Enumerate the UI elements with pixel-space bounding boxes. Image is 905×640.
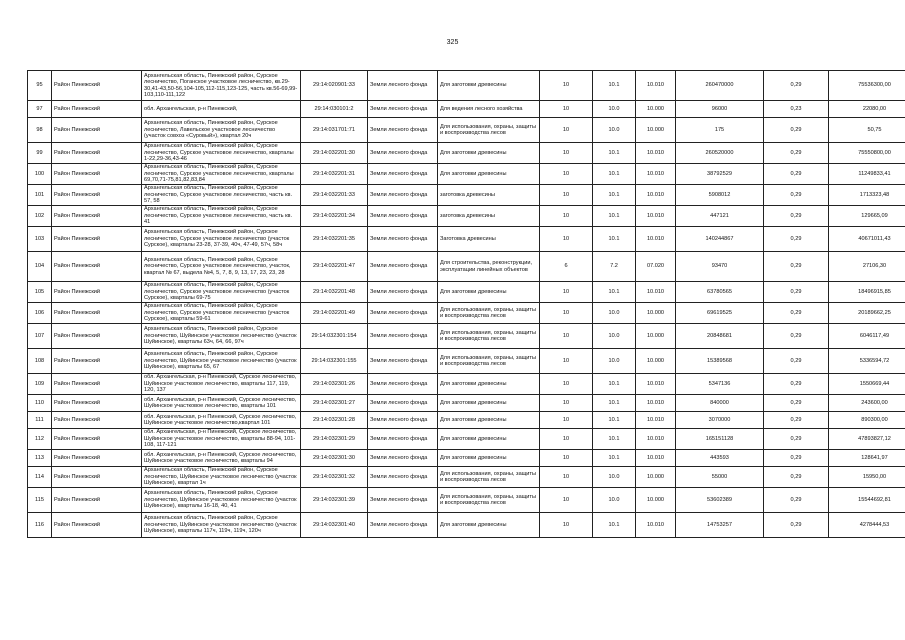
code2-cell: 10.1 [593,185,636,206]
rate-cell: 0,29 [764,185,829,206]
code3-cell: 10.010 [636,206,676,227]
cadastral-number-cell: 29:14:032201:49 [301,303,368,324]
cadastral-number-cell: 29:14:032201:35 [301,227,368,252]
permitted-use-cell: Для использования, охраны, защиты и воспроизводства лесов [438,324,540,349]
code2-cell: 10.0 [593,488,636,513]
cadastral-value-cell: 1713323,48 [829,185,905,206]
land-category-cell: Земли лесного фонда [368,488,438,513]
table-row [28,450,905,467]
district-cell: Район Пинежский [52,324,142,349]
code1-cell: 10 [540,467,593,488]
area-cell: 447121 [676,206,764,227]
code2-cell: 10.0 [593,467,636,488]
code1-cell: 10 [540,349,593,374]
district-cell: Район Пинежский [52,227,142,252]
area-cell: 5908012 [676,185,764,206]
code2-cell: 10.1 [593,374,636,395]
table-row [28,71,905,101]
address-cell: Архангельская область, Пинежский район, Сурское лесничество, Сурское участковое лесничество (участок Сурское), кварталы 69-75 [142,282,301,303]
cadastral-value-cell: 20189662,25 [829,303,905,324]
cadastral-value-cell: 47893827,12 [829,429,905,450]
address-cell: Архангельская область, Пинежский район, Сурское лесничество, Сурское участковое лесничество, кварталы 1-22,29-36,43-46 [142,143,301,164]
district-cell: Район Пинежский [52,412,142,429]
address-cell: обл. Архангельская, р-н Пинежский, [142,101,301,118]
code3-cell: 10.000 [636,488,676,513]
rate-cell: 0,29 [764,324,829,349]
cadastral-number-cell: 29:14:032301:155 [301,349,368,374]
land-category-cell: Земли лесного фонда [368,71,438,101]
land-category-cell: Земли лесного фонда [368,118,438,143]
code2-cell: 7.2 [593,252,636,282]
land-category-cell: Земли лесного фонда [368,374,438,395]
cadastral-value-cell: 18496915,85 [829,282,905,303]
land-category-cell: Земли лесного фонда [368,412,438,429]
permitted-use-cell: Для использования, охраны, защиты и воспроизводства лесов [438,118,540,143]
cadastral-number-cell: 29:14:032201:34 [301,206,368,227]
row-number: 102 [28,206,52,227]
cadastral-number-cell: 29:14:032301:40 [301,513,368,538]
area-cell: 14753257 [676,513,764,538]
code3-cell: 10.010 [636,164,676,185]
permitted-use-cell: Заготовка древесины [438,227,540,252]
area-cell: 63780565 [676,282,764,303]
cadastral-number-cell: 29:14:032301:29 [301,429,368,450]
code2-cell: 10.0 [593,303,636,324]
area-cell: 165151128 [676,429,764,450]
code1-cell: 10 [540,227,593,252]
cadastral-value-cell: 75536300,00 [829,71,905,101]
permitted-use-cell: Для заготовки древесины [438,143,540,164]
address-cell: Архангельская область, Пинежский район, Сурское лесничество, Шуйинское участковое лесничество (участок Шуйинское), кварталы 16-18, 40, 41 [142,488,301,513]
land-category-cell: Земли лесного фонда [368,206,438,227]
district-cell: Район Пинежский [52,164,142,185]
table-row [28,101,905,118]
area-cell: 5347136 [676,374,764,395]
cadastral-value-cell: 6046117,49 [829,324,905,349]
permitted-use-cell: Для заготовки древесины [438,164,540,185]
code3-cell: 10.010 [636,227,676,252]
row-number: 98 [28,118,52,143]
area-cell: 3070000 [676,412,764,429]
cadastral-value-cell: 1550669,44 [829,374,905,395]
code1-cell: 10 [540,513,593,538]
code1-cell: 6 [540,252,593,282]
cadastral-value-cell: 15950,00 [829,467,905,488]
area-cell: 260520000 [676,143,764,164]
address-cell: Архангельская область, Пинежский район, Сурское лесничество, Сурское участковое лесничество, часть кв. 57, 58 [142,185,301,206]
cadastral-number-cell: 29:14:020901:33 [301,71,368,101]
area-cell: 260470000 [676,71,764,101]
table-row [28,513,905,538]
address-cell: Архангельская область, Пинежский район, Сурское лесничество, Сурское участковое лесничество (участок Сурское), кварталы 59-61 [142,303,301,324]
code2-cell: 10.1 [593,395,636,412]
table-body [28,71,905,538]
district-cell: Район Пинежский [52,118,142,143]
permitted-use-cell: Для заготовки древесины [438,374,540,395]
address-cell: Архангельская область, Пинежский район, Сурское лесничество, Сурское участковое лесничество, кварталы 69,70,71-75,81,82,83,84 [142,164,301,185]
rate-cell: 0,29 [764,252,829,282]
code2-cell: 10.1 [593,227,636,252]
cadastral-value-cell: 4278444,53 [829,513,905,538]
table-row [28,467,905,488]
cadastral-value-cell: 15544692,81 [829,488,905,513]
code3-cell: 10.000 [636,467,676,488]
address-cell: Архангельская область, Пинежский район, Сурское лесничество, Сурское участковое лесничество, участок, квартал № 67, выдела №4, 5, 7, 8, 9, 13, 17, 23, 23, 28 [142,252,301,282]
area-cell: 15389568 [676,349,764,374]
cadastral-value-cell: 11249833,41 [829,164,905,185]
address-cell: обл. Архангельская, р-н Пинежский, Сурское лесничество, Шуйинское участковое лесничество, кварталы 94 [142,450,301,467]
code2-cell: 10.1 [593,143,636,164]
district-cell: Район Пинежский [52,143,142,164]
table-row [28,412,905,429]
area-cell: 20848681 [676,324,764,349]
code3-cell: 10.010 [636,395,676,412]
code1-cell: 10 [540,143,593,164]
address-cell: обл. Архангельская, р-н Пинежский, Сурское лесничество, Шуйинское участковое лесничество, кварталы 101 [142,395,301,412]
row-number: 109 [28,374,52,395]
code1-cell: 10 [540,450,593,467]
code1-cell: 10 [540,488,593,513]
area-cell: 53602389 [676,488,764,513]
cadastral-value-cell: 40671011,43 [829,227,905,252]
cadastral-value-cell: 890300,00 [829,412,905,429]
code3-cell: 10.010 [636,450,676,467]
district-cell: Район Пинежский [52,206,142,227]
code2-cell: 10.0 [593,118,636,143]
area-cell: 840000 [676,395,764,412]
cadastral-number-cell: 29:14:032201:31 [301,164,368,185]
code1-cell: 10 [540,303,593,324]
cadastral-value-cell: 128641,97 [829,450,905,467]
code1-cell: 10 [540,282,593,303]
row-number: 110 [28,395,52,412]
table-row [28,185,905,206]
code3-cell: 10.000 [636,303,676,324]
code2-cell: 10.1 [593,206,636,227]
code3-cell: 10.010 [636,513,676,538]
district-cell: Район Пинежский [52,513,142,538]
land-category-cell: Земли лесного фонда [368,429,438,450]
cadastral-value-cell: 27106,30 [829,252,905,282]
area-cell: 55000 [676,467,764,488]
code1-cell: 10 [540,412,593,429]
table-row [28,303,905,324]
cadastral-number-cell: 29:14:032301:27 [301,395,368,412]
code2-cell: 10.0 [593,349,636,374]
cadastral-number-cell: 29:14:032201:30 [301,143,368,164]
table-row [28,395,905,412]
land-category-cell: Земли лесного фонда [368,227,438,252]
code1-cell: 10 [540,71,593,101]
row-number: 100 [28,164,52,185]
rate-cell: 0,29 [764,227,829,252]
rate-cell: 0,29 [764,488,829,513]
cadastral-number-cell: 29:14:032201:48 [301,282,368,303]
code3-cell: 10.000 [636,101,676,118]
row-number: 97 [28,101,52,118]
permitted-use-cell: заготовка древесины [438,185,540,206]
cadastral-number-cell: 29:14:032301:26 [301,374,368,395]
code1-cell: 10 [540,206,593,227]
area-cell: 96000 [676,101,764,118]
address-cell: Архангельская область, Пинежский район, Сурское лесничество, Сурское участковое лесничество, часть кв. 41 [142,206,301,227]
code2-cell: 10.1 [593,450,636,467]
cadastral-number-cell: 29:14:032301:39 [301,488,368,513]
page-number: 325 [446,39,459,46]
area-cell: 175 [676,118,764,143]
land-category-cell: Земли лесного фонда [368,143,438,164]
code3-cell: 07.020 [636,252,676,282]
address-cell: Архангельская область, Пинежский район, Сурское лесничество, Шуйинское участковое лесничество (участок Шуйинское), кварталы 65, 67 [142,349,301,374]
area-cell: 140244867 [676,227,764,252]
permitted-use-cell: заготовка древесины [438,206,540,227]
code3-cell: 10.000 [636,349,676,374]
district-cell: Район Пинежский [52,101,142,118]
code2-cell: 10.1 [593,164,636,185]
cadastral-value-cell: 22080,00 [829,101,905,118]
cadastral-value-cell: 5336594,72 [829,349,905,374]
table-row [28,164,905,185]
permitted-use-cell: Для заготовки древесины [438,282,540,303]
permitted-use-cell: Для заготовки древесины [438,513,540,538]
address-cell: обл. Архангельская, р-н Пинежский, Сурское лесничество, Шуйинское участковое лесничество, кварталы 117, 119, 120, 137 [142,374,301,395]
address-cell: обл. Архангельская, р-н Пинежский, Сурское лесничество, Шуйинское участковое лесничество,квартал 101 [142,412,301,429]
land-category-cell: Земли лесного фонда [368,252,438,282]
land-category-cell: Земли лесного фонда [368,349,438,374]
table-row [28,206,905,227]
address-cell: обл. Архангельская, р-н Пинежский, Сурское лесничество, Шуйинское участковое лесничество, кварталы 88-94, 101-108, 117-121 [142,429,301,450]
address-cell: Архангельская область, Пинежский район, Сурское лесничество, Поганское участковое лесничество, кв.29-30,41-43,50-56,104-105,112-115,123-125, часть кв.56-69,99-103,110-111,122 [142,71,301,101]
cadastral-value-cell: 50,75 [829,118,905,143]
table-row [28,374,905,395]
rate-cell: 0,29 [764,450,829,467]
land-category-cell: Земли лесного фонда [368,513,438,538]
address-cell: Архангельская область, Пинежский район, Сурское лесничество, Шуйинское участковое лесничество (участок Шуйинское), кварталы 63ч, 64, 66, 97ч [142,324,301,349]
address-cell: Архангельская область, Пинежский район, Сурское лесничество, Сурское участковое лесничество (участок Сурское), кварталы 23-28, 37-39, 40ч, 47-49, 57ч, 58ч [142,227,301,252]
land-category-cell: Земли лесного фонда [368,303,438,324]
code3-cell: 10.010 [636,374,676,395]
rate-cell: 0,29 [764,395,829,412]
district-cell: Район Пинежский [52,252,142,282]
cadastral-number-cell: 29:14:032201:47 [301,252,368,282]
district-cell: Район Пинежский [52,488,142,513]
district-cell: Район Пинежский [52,450,142,467]
table-row [28,252,905,282]
code3-cell: 10.010 [636,185,676,206]
rate-cell: 0,29 [764,349,829,374]
rate-cell: 0,29 [764,374,829,395]
row-number: 108 [28,349,52,374]
table-row [28,143,905,164]
cadastral-number-cell: 29:14:032301:32 [301,467,368,488]
land-category-cell: Земли лесного фонда [368,324,438,349]
code1-cell: 10 [540,429,593,450]
code2-cell: 10.1 [593,282,636,303]
table-row [28,429,905,450]
permitted-use-cell: Для использования, охраны, защиты и воспроизводства лесов [438,303,540,324]
district-cell: Район Пинежский [52,467,142,488]
code1-cell: 10 [540,395,593,412]
district-cell: Район Пинежский [52,303,142,324]
rate-cell: 0,29 [764,206,829,227]
rate-cell: 0,29 [764,429,829,450]
table-row [28,488,905,513]
land-category-cell: Земли лесного фонда [368,164,438,185]
address-cell: Архангельская область, Пинежский район, Сурское лесничество, Шуйинское участковое лесничество (участок Шуйинское), квартал 1ч [142,467,301,488]
district-cell: Район Пинежский [52,429,142,450]
table-row [28,282,905,303]
code3-cell: 10.010 [636,282,676,303]
row-number: 113 [28,450,52,467]
code3-cell: 10.010 [636,429,676,450]
land-category-cell: Земли лесного фонда [368,282,438,303]
code1-cell: 10 [540,118,593,143]
code2-cell: 10.1 [593,513,636,538]
row-number: 116 [28,513,52,538]
address-cell: Архангельская область, Пинежский район, Сурское лесничество, Лавельское участковое лесничество (участок совхоз «Суровый»), квартал 20ч [142,118,301,143]
cadastral-number-cell: 29:14:032301:154 [301,324,368,349]
rate-cell: 0,29 [764,282,829,303]
rate-cell: 0,29 [764,71,829,101]
table-row [28,324,905,349]
cadastral-number-cell: 29:14:032301:28 [301,412,368,429]
rate-cell: 0,29 [764,143,829,164]
table-row [28,349,905,374]
code1-cell: 10 [540,101,593,118]
land-category-cell: Земли лесного фонда [368,185,438,206]
permitted-use-cell: Для заготовки древесины [438,450,540,467]
land-category-cell: Земли лесного фонда [368,395,438,412]
row-number: 105 [28,282,52,303]
district-cell: Район Пинежский [52,349,142,374]
row-number: 101 [28,185,52,206]
permitted-use-cell: Для ведения лесного хозяйства [438,101,540,118]
rate-cell: 0,23 [764,101,829,118]
district-cell: Район Пинежский [52,71,142,101]
row-number: 95 [28,71,52,101]
permitted-use-cell: Для заготовки древесины [438,412,540,429]
code2-cell: 10.0 [593,324,636,349]
row-number: 99 [28,143,52,164]
cadastral-number-cell: 29:14:032201:33 [301,185,368,206]
area-cell: 38792529 [676,164,764,185]
code1-cell: 10 [540,324,593,349]
row-number: 114 [28,467,52,488]
row-number: 103 [28,227,52,252]
cadastral-number-cell: 29:14:031701:71 [301,118,368,143]
code3-cell: 10.010 [636,71,676,101]
area-cell: 93470 [676,252,764,282]
code1-cell: 10 [540,164,593,185]
area-cell: 69619525 [676,303,764,324]
land-registry-table [27,70,905,538]
permitted-use-cell: Для использования, охраны, защиты и воспроизводства лесов [438,349,540,374]
table-row [28,227,905,252]
permitted-use-cell: Для заготовки древесины [438,395,540,412]
rate-cell: 0,29 [764,303,829,324]
table-row [28,118,905,143]
code3-cell: 10.000 [636,118,676,143]
land-category-cell: Земли лесного фонда [368,450,438,467]
rate-cell: 0,29 [764,467,829,488]
code2-cell: 10.1 [593,429,636,450]
code3-cell: 10.010 [636,143,676,164]
cadastral-number-cell: 29:14:032301:30 [301,450,368,467]
row-number: 111 [28,412,52,429]
code1-cell: 10 [540,185,593,206]
row-number: 104 [28,252,52,282]
row-number: 115 [28,488,52,513]
code3-cell: 10.010 [636,412,676,429]
district-cell: Район Пинежский [52,395,142,412]
cadastral-number-cell: 29:14:030101:2 [301,101,368,118]
row-number: 107 [28,324,52,349]
code2-cell: 10.0 [593,101,636,118]
permitted-use-cell: Для строительства, реконструкции, эксплуатации линейных объектов [438,252,540,282]
land-category-cell: Земли лесного фонда [368,467,438,488]
row-number: 106 [28,303,52,324]
permitted-use-cell: Для заготовки древесины [438,71,540,101]
district-cell: Район Пинежский [52,185,142,206]
district-cell: Район Пинежский [52,374,142,395]
permitted-use-cell: Для использования, охраны, защиты и воспроизводства лесов [438,488,540,513]
rate-cell: 0,29 [764,118,829,143]
code1-cell: 10 [540,374,593,395]
area-cell: 443593 [676,450,764,467]
code2-cell: 10.1 [593,412,636,429]
code3-cell: 10.000 [636,324,676,349]
cadastral-value-cell: 75550800,00 [829,143,905,164]
address-cell: Архангельская область, Пинежский район, Сурское лесничество, Шуйинское участковое лесничество (участок Шуйинское), кварталы 117ч, 119ч, 119ч, 120ч [142,513,301,538]
permitted-use-cell: Для использования, охраны, защиты и воспроизводства лесов [438,467,540,488]
rate-cell: 0,29 [764,412,829,429]
cadastral-value-cell: 129665,09 [829,206,905,227]
rate-cell: 0,29 [764,164,829,185]
code2-cell: 10.1 [593,71,636,101]
permitted-use-cell: Для заготовки древесины [438,429,540,450]
rate-cell: 0,29 [764,513,829,538]
district-cell: Район Пинежский [52,282,142,303]
row-number: 112 [28,429,52,450]
cadastral-value-cell: 243600,00 [829,395,905,412]
land-category-cell: Земли лесного фонда [368,101,438,118]
